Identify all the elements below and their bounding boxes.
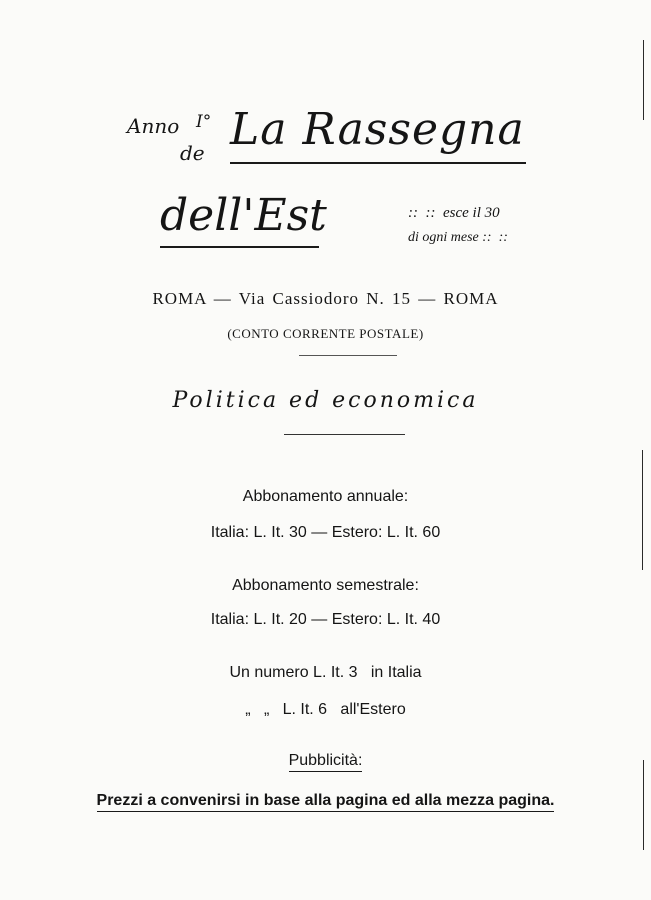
divider-rule-2: [284, 434, 405, 435]
semester-subscription-heading: Abbonamento semestrale:: [232, 577, 419, 594]
masthead-title-line2: dell'Est: [160, 190, 327, 241]
masthead-title-line1: La Rassegna: [230, 104, 525, 155]
scan-edge-mark: [643, 40, 644, 120]
annual-subscription-prices: Italia: L. It. 30 — Estero: L. It. 60: [210, 524, 441, 541]
publisher-address: ROMA — Via Cassiodoro N. 15 — ROMA: [152, 289, 499, 308]
volume-number: I°: [196, 112, 212, 132]
magazine-subtitle: Politica ed economica: [172, 388, 479, 413]
annual-subscription-heading: Abbonamento annuale:: [242, 488, 409, 505]
semester-subscription-prices: Italia: L. It. 20 — Estero: L. It. 40: [210, 611, 441, 628]
single-issue-price-abroad: „ „ L. It. 6 all'Estero: [245, 701, 406, 718]
single-issue-price-italy: Un numero L. It. 3 in Italia: [229, 664, 422, 681]
publication-frequency-line2: di ogni mese :: ::: [408, 230, 508, 245]
advertising-heading: [0, 752, 651, 770]
advertising-heading-text: Pubblicità:: [289, 752, 363, 772]
advertising-terms: [0, 792, 651, 810]
volume-label-de: de: [180, 141, 205, 165]
publication-frequency-line1: :: :: esce il 30: [408, 205, 500, 221]
advertising-terms-text: Prezzi a convenirsi in base alla pagina ed alla mezza pagina.: [97, 792, 555, 812]
divider-rule: [299, 355, 397, 356]
scan-edge-mark-2: [642, 450, 643, 570]
volume-label: Anno: [127, 114, 180, 138]
scan-edge-mark-3: [643, 760, 644, 850]
title-underline-rule-2: [160, 246, 319, 248]
postal-account-note: (CONTO CORRENTE POSTALE): [227, 326, 424, 341]
title-underline-rule: [230, 162, 526, 164]
